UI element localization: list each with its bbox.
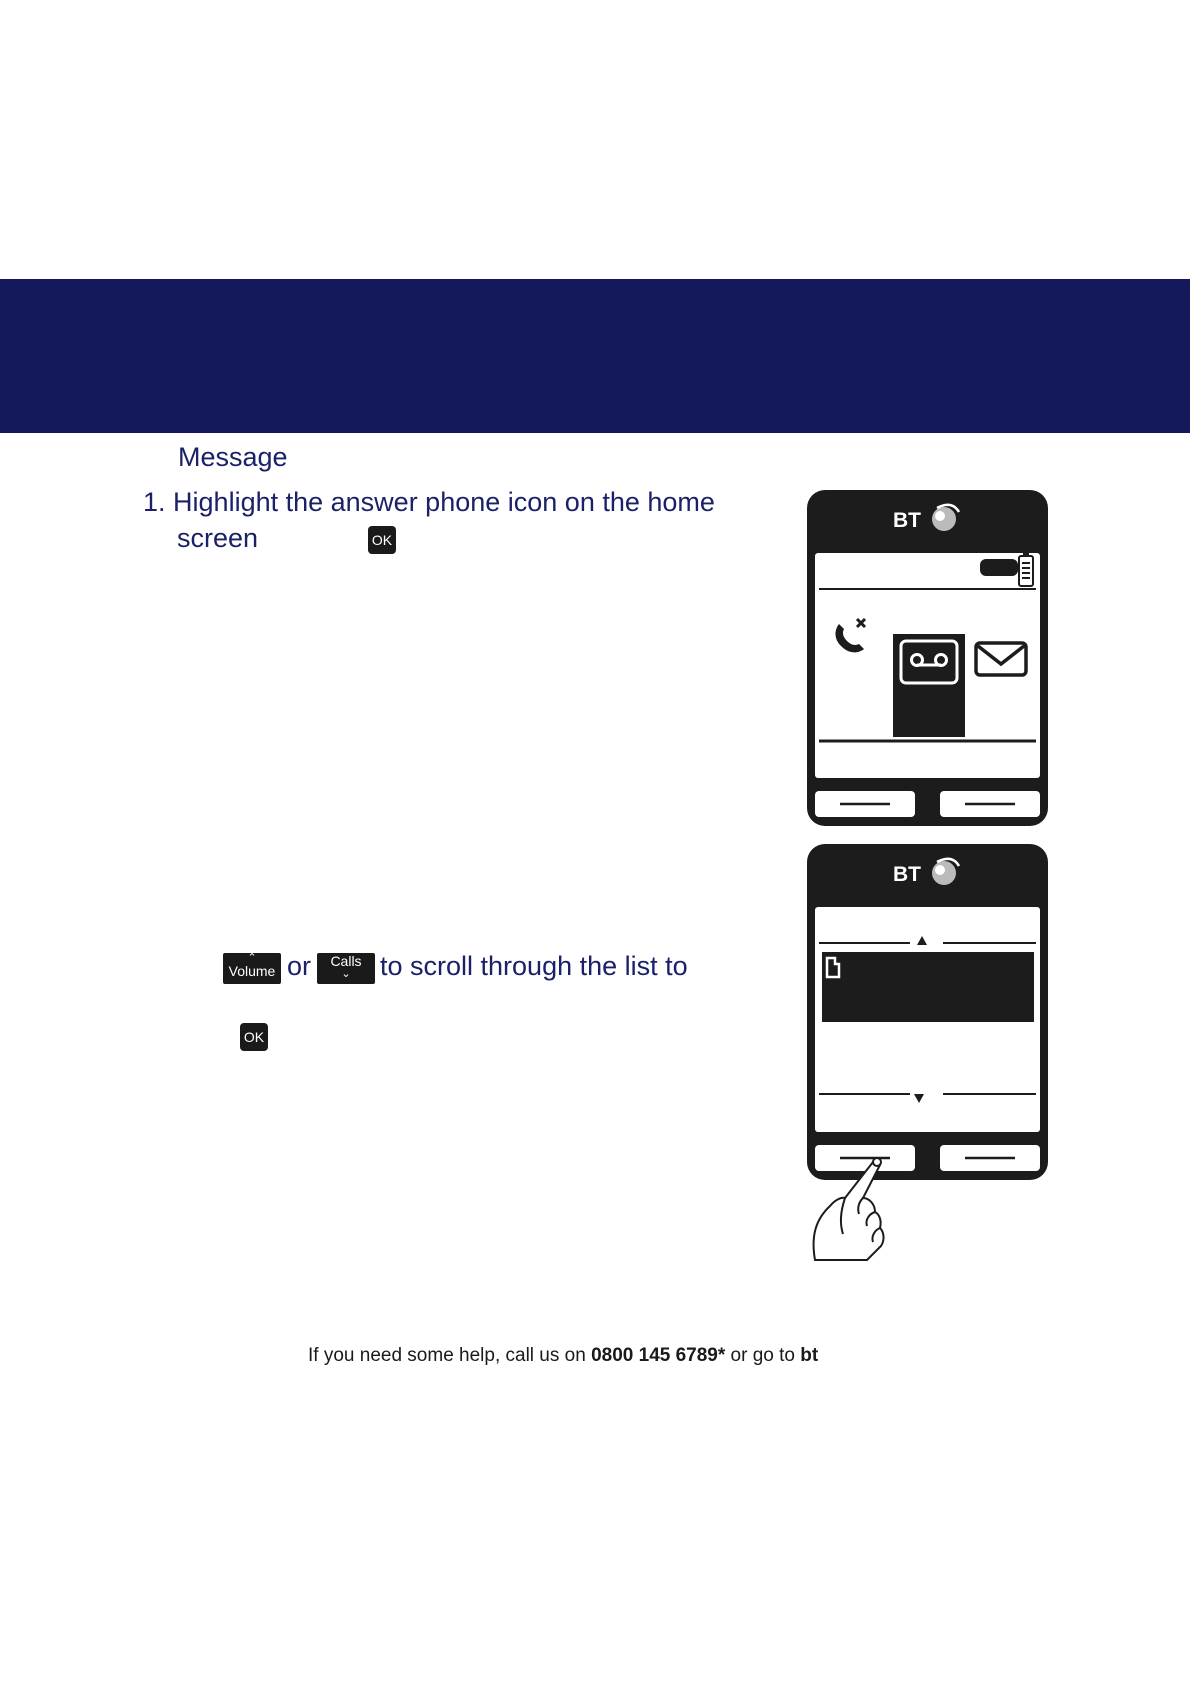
handset-list-screen bbox=[805, 842, 1050, 1267]
caret-down-icon: ⌄ bbox=[341, 968, 351, 980]
ok-key-icon: OK bbox=[368, 526, 396, 554]
step-2-or: or bbox=[287, 951, 312, 981]
footer-site[interactable]: bt bbox=[800, 1345, 819, 1366]
step-1-number: 1. bbox=[143, 487, 166, 517]
status-pill bbox=[980, 559, 1018, 576]
handset-home-screen bbox=[805, 488, 1050, 828]
header-banner bbox=[0, 279, 1190, 433]
step-1-line2: screen bbox=[177, 523, 259, 553]
section-heading: Message bbox=[178, 442, 288, 472]
highlighted-list-item[interactable] bbox=[822, 952, 1034, 1022]
calls-down-key-icon bbox=[317, 953, 375, 984]
volume-up-key-icon bbox=[223, 953, 281, 984]
footer-middle: or go to bbox=[730, 1345, 795, 1366]
footer-phone: 0800 145 6789* bbox=[591, 1345, 726, 1366]
footer-prefix: If you need some help, call us on bbox=[308, 1345, 586, 1366]
bt-logo-text: BT bbox=[893, 509, 921, 532]
volume-key-label: Volume bbox=[228, 963, 276, 979]
bt-logo-text-2: BT bbox=[893, 863, 921, 886]
step-1-line1: Highlight the answer phone icon on the home bbox=[173, 487, 715, 517]
step-2-text: to scroll through the list to bbox=[380, 951, 688, 981]
step-1 bbox=[143, 484, 763, 556]
calls-key-label: Calls bbox=[330, 953, 362, 969]
help-footer bbox=[308, 1345, 818, 1367]
ok-key-icon-2: OK bbox=[240, 1023, 268, 1051]
caret-up-icon: ⌃ bbox=[247, 952, 257, 964]
